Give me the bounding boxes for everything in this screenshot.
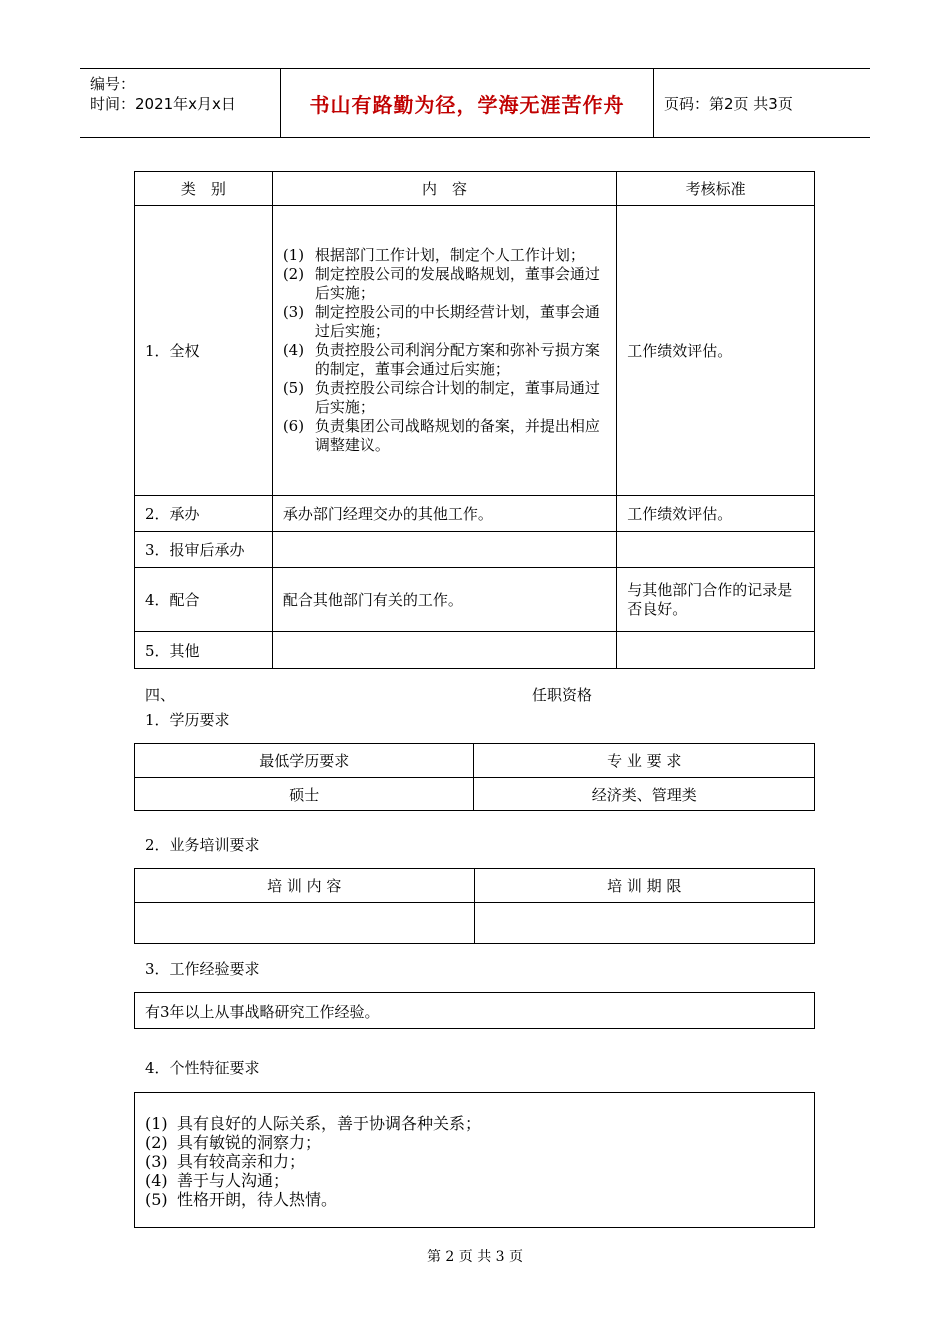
column-header-training-content: 培 训 内 容 — [135, 869, 475, 903]
column-header-category: 类 别 — [135, 172, 273, 206]
experience-text: 有3年以上从事战略研究工作经验。 — [145, 1003, 380, 1021]
training-content-value — [135, 903, 475, 944]
row-content: 配合其他部门有关的工作。 — [272, 568, 616, 632]
column-header-min-education: 最低学历要求 — [135, 744, 474, 778]
education-table — [134, 743, 815, 811]
document-time-label: 时间：2021年x月x日 — [90, 95, 236, 113]
table-row — [135, 903, 815, 944]
document-number-label: 编号： — [90, 75, 136, 93]
training-duration-value — [474, 903, 815, 944]
table-header-row — [135, 869, 815, 903]
table-row — [135, 778, 815, 811]
personality-box — [134, 1092, 815, 1228]
list-item: (4) 善于与人沟通； — [145, 1171, 290, 1190]
header-motto: 书山有路勤为径，学海无涯苦作舟 — [309, 92, 625, 117]
list-item: (1) 根据部门工作计划，制定个人工作计划； — [282, 246, 585, 264]
list-item: (3) 具有较高亲和力； — [145, 1152, 306, 1171]
table-row — [135, 568, 815, 632]
education-requirements-title: 1．学历要求 — [145, 711, 230, 729]
row-content: 承办部门经理交办的其他工作。 — [272, 496, 616, 532]
personality-requirements-title: 4．个性特征要求 — [145, 1059, 260, 1077]
column-header-training-duration: 培 训 期 限 — [474, 869, 815, 903]
row-standard: 工作绩效评估。 — [617, 496, 815, 532]
personality-list — [145, 1114, 481, 1209]
duties-table — [134, 171, 815, 669]
row-content — [272, 206, 616, 496]
min-education-value: 硕士 — [135, 778, 474, 811]
table-header-row — [135, 172, 815, 206]
column-header-standard: 考核标准 — [617, 172, 815, 206]
table-row — [135, 496, 815, 532]
training-requirements-title: 2．业务培训要求 — [145, 836, 260, 854]
row-category: 3．报审后承办 — [135, 532, 273, 568]
table-row — [135, 206, 815, 496]
row-category: 1．全权 — [135, 206, 273, 496]
list-item: (6) 负责集团公司战略规划的备案，并提出相应调整建议。 — [282, 417, 600, 454]
list-item: (3) 制定控股公司的中长期经营计划，董事会通过后实施； — [282, 303, 600, 340]
list-item: (2) 制定控股公司的发展战略规划，董事会通过后实施； — [282, 265, 600, 302]
header-page-cell — [654, 69, 870, 137]
experience-box — [134, 992, 815, 1029]
experience-requirements-title: 3．工作经验要求 — [145, 960, 260, 978]
header-page-label: 页码：第2页 共3页 — [664, 94, 793, 113]
page-footer: 第 2 页 共 3 页 — [426, 1249, 524, 1265]
list-item: (5) 负责控股公司综合计划的制定，董事局通过后实施； — [282, 379, 600, 416]
page-header — [80, 68, 870, 138]
section-number: 四、 — [145, 686, 176, 704]
list-item: (1) 具有良好的人际关系，善于协调各种关系； — [145, 1114, 482, 1133]
row-category: 2．承办 — [135, 496, 273, 532]
column-header-content: 内 容 — [272, 172, 616, 206]
row-standard — [617, 532, 815, 568]
row-category: 4．配合 — [135, 568, 273, 632]
list-item: (2) 具有敏锐的洞察力； — [145, 1133, 322, 1152]
table-row — [135, 532, 815, 568]
table-header-row — [135, 744, 815, 778]
row-standard: 工作绩效评估。 — [617, 206, 815, 496]
header-motto-cell — [281, 69, 654, 137]
list-item: (5) 性格开朗，待人热情。 — [145, 1190, 338, 1209]
row-standard: 与其他部门合作的记录是否良好。 — [617, 568, 815, 632]
header-meta — [80, 69, 281, 137]
list-item: (4) 负责控股公司利润分配方案和弥补亏损方案的制定，董事会通过后实施； — [282, 341, 600, 378]
row-content — [272, 632, 616, 669]
section-title: 任职资格 — [532, 686, 593, 704]
full-authority-list — [283, 246, 606, 455]
row-standard — [617, 632, 815, 669]
row-content — [272, 532, 616, 568]
column-header-major: 专 业 要 求 — [474, 744, 815, 778]
table-row — [135, 632, 815, 669]
major-value: 经济类、管理类 — [474, 778, 815, 811]
row-category: 5．其他 — [135, 632, 273, 669]
training-table — [134, 868, 815, 944]
